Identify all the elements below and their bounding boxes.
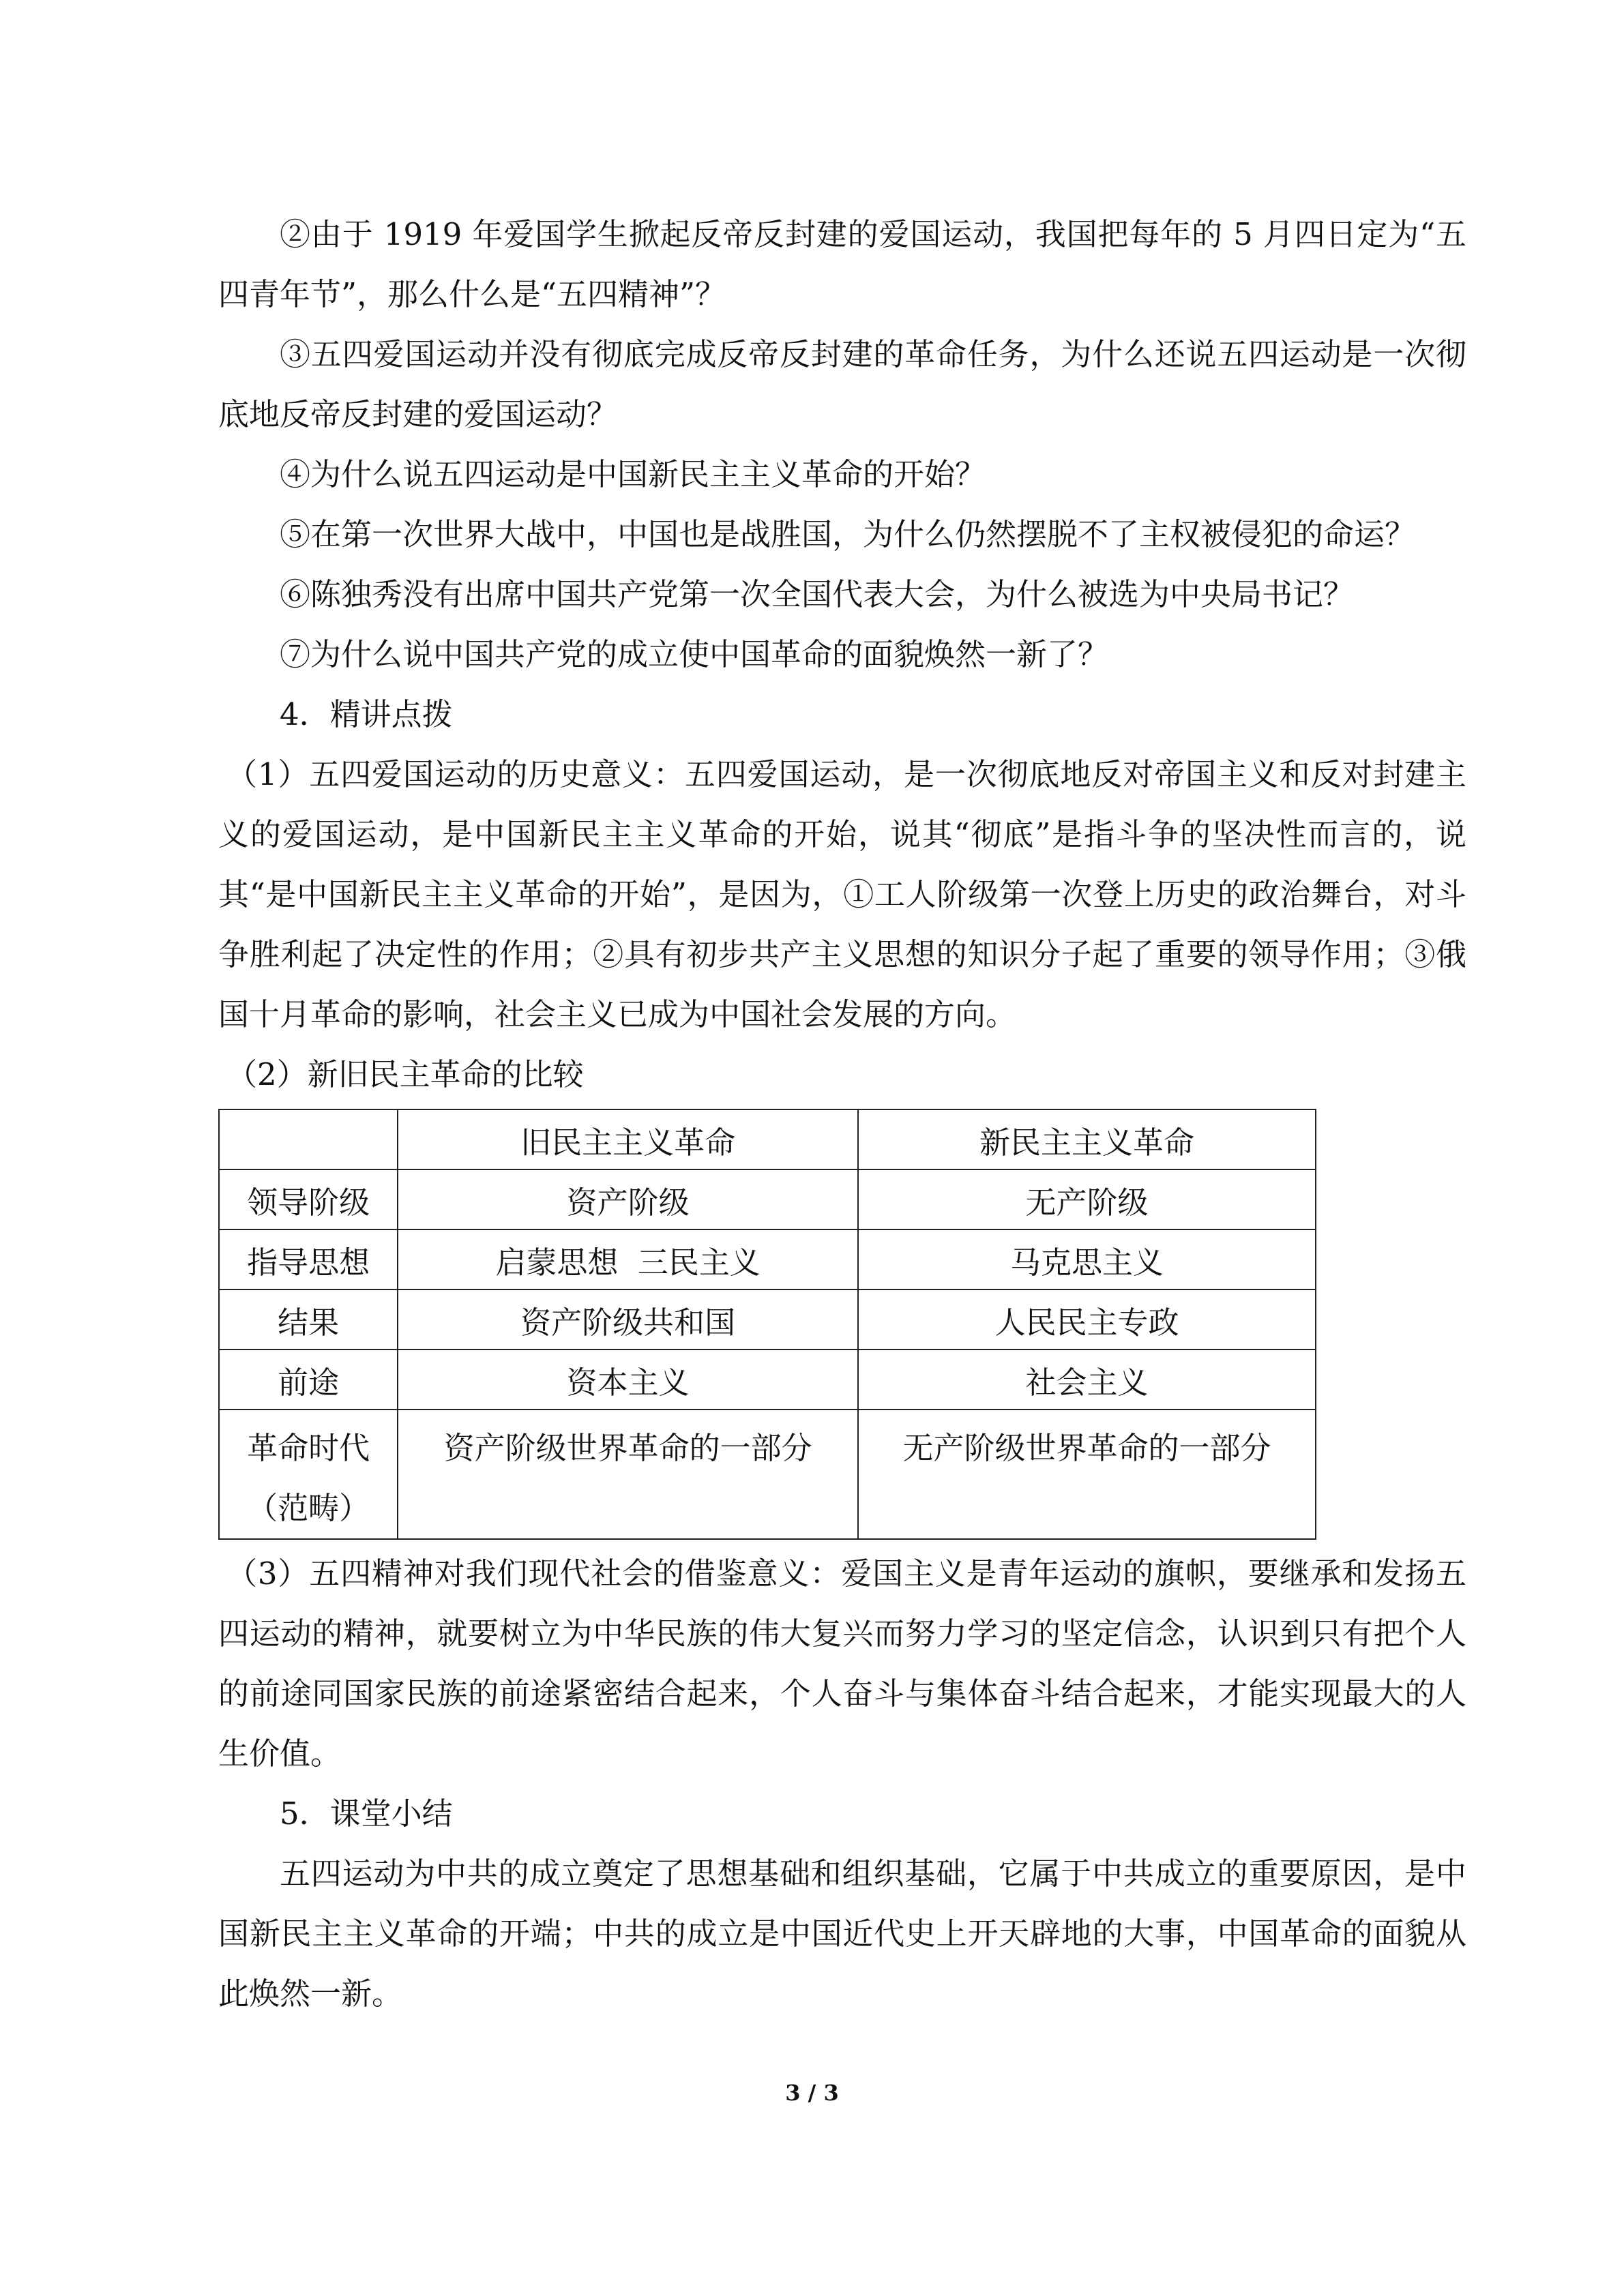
question-6: ⑥陈独秀没有出席中国共产党第一次全国代表大会，为什么被选为中央局书记？ [280,576,1355,612]
table-cell: 社会主义 [858,1350,1316,1410]
section-heading-summary: 5．课堂小结 [280,1795,453,1832]
table-cell: 资产阶级共和国 [398,1289,858,1350]
table-row [219,1410,1316,1539]
table-row [219,1229,1316,1289]
table-cell-era [219,1410,398,1539]
era-label-line2: （范畴） [247,1490,370,1526]
table-cell: 指导思想 [219,1229,398,1289]
table-cell: 资本主义 [398,1350,858,1410]
table-cell: 启蒙思想 三民主义 [398,1229,858,1289]
table-cell: 无产阶级 [858,1169,1316,1229]
spirit-paragraph: （3）五四精神对我们现代社会的借鉴意义：爱国主义是青年运动的旗帜，要继承和发扬五四运动的精神，就要树立为中华民族的伟大复兴而努力学习的坚定信念，认识到只有把个人的前途同国家民族的前途紧密结合起来，个人奋斗与集体奋斗结合起来，才能实现最大的人生价值。 [218,1555,1466,1772]
table-header-cell [219,1109,398,1169]
era-label-line1: 革命时代 [247,1430,370,1466]
table-header-cell: 旧民主主义革命 [398,1109,858,1169]
question-3: ③五四爱国运动并没有彻底完成反帝反封建的革命任务，为什么还说五四运动是一次彻底地反帝反封建的爱国运动？ [218,336,1466,432]
table-cell: 资产阶级 [398,1169,858,1229]
question-5: ⑤在第一次世界大战中，中国也是战胜国，为什么仍然摆脱不了主权被侵犯的命运？ [280,516,1416,552]
comparison-table [218,1109,1316,1540]
table-row [219,1350,1316,1410]
table-header-row [219,1109,1316,1169]
document-body [218,205,1466,2024]
table-cell: 人民民主专政 [858,1289,1316,1350]
table-cell: 领导阶级 [219,1169,398,1229]
table-row [219,1169,1316,1229]
table-row [219,1289,1316,1350]
table-cell: 前途 [219,1350,398,1410]
table-cell: 结果 [219,1289,398,1350]
section-heading-explanation: 4．精讲点拨 [280,696,453,732]
significance-paragraph: （1）五四爱国运动的历史意义：五四爱国运动，是一次彻底地反对帝国主义和反对封建主义的爱国运动，是中国新民主主义革命的开始，说其“彻底”是指斗争的坚决性而言的，说其“是中国新民主主义革命的开始”，是因为，①工人阶级第一次登上历史的政治舞台，对斗争胜利起了决定性的作用；②具有初步共产主义思想的知识分子起了重要的领导作用；③俄国十月革命的影响，社会主义已成为中国社会发展的方向。 [218,756,1466,1032]
table-caption: （2）新旧民主革命的比较 [226,1056,584,1092]
summary-paragraph: 五四运动为中共的成立奠定了思想基础和组织基础，它属于中共成立的重要原因，是中国新民主主义革命的开端；中共的成立是中国近代史上开天辟地的大事，中国革命的面貌从此焕然一新。 [218,1855,1466,2012]
question-2: ②由于 1919 年爱国学生掀起反帝反封建的爱国运动，我国把每年的 5 月四日定为“五四青年节”，那么什么是“五四精神”？ [218,216,1466,312]
table-cell: 马克思主义 [858,1229,1316,1289]
table-header-cell: 新民主主义革命 [858,1109,1316,1169]
table-cell: 资产阶级世界革命的一部分 [398,1410,858,1539]
page-number: 3 / 3 [785,2080,839,2106]
question-4: ④为什么说五四运动是中国新民主主义革命的开始？ [280,456,986,492]
question-7: ⑦为什么说中国共产党的成立使中国革命的面貌焕然一新了？ [280,636,1109,672]
table-cell: 无产阶级世界革命的一部分 [858,1410,1316,1539]
